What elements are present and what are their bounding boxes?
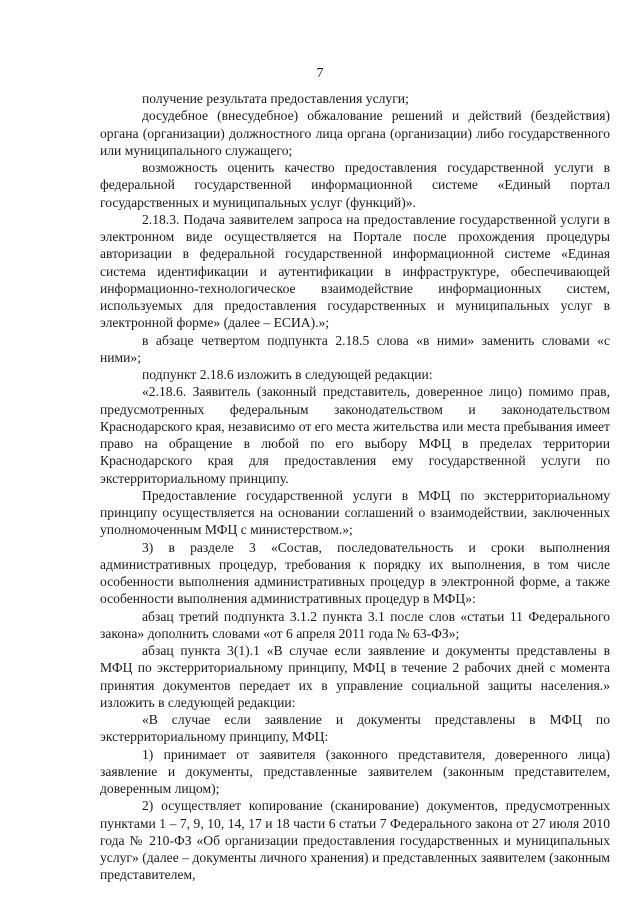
paragraph-2-18-3: 2.18.3. Подача заявителем запроса на предоставление государственной услуги в электронном виде осуществляется на Портале после прохождения процедуры авторизации в федеральной государственной информационной системе «Единая система идентификации и аутентификации в инфраструктуре, обеспечивающей информационно-технологическое взаимодействие информационных систем, используемых для предоставления государственных и муниципальных услуг в электронной форме» (далее – ЕСИА).»; [100,211,610,331]
paragraph-mfc-intro: «В случае если заявление и документы представлены в МФЦ по экстерриториальному принципу, МФЦ: [100,712,610,745]
paragraph-3-1-2: абзац третий подпункта 3.1.2 пункта 3.1 после слов «статьи 11 Федерального закона» дополнить словами «от 6 апреля 2011 года № 63-ФЗ»; [100,608,610,641]
paragraph-appeal: досудебное (внесудебное) обжалование решений и действий (бездействия) органа (организации) должностного лица органа (организации) либо государственного или муниципального служащего; [100,108,610,158]
paragraph-section-3: 3) в разделе 3 «Состав, последовательность и сроки выполнения административных процедур, требования к порядку их выполнения, в том числе особенности выполнения административных процедур в электронной форме, а также особенности выполнения административных процедур в МФЦ»: [100,539,610,607]
paragraph-quality-assessment: возможность оценить качество предоставления государственной услуги в федеральной государственной информационной системе «Единый портал государственных и муниципальных услуг (функций)». [100,160,610,210]
paragraph-2-18-6: «2.18.6. Заявитель (законный представитель, доверенное лицо) помимо прав, предусмотренных федеральным законодательством и законодательством Краснодарского края, независимо от его места жительства или места пребывания имеет право на обращение в любой по его выбору МФЦ в пределах территории Краснодарского края для предоставления ему государственной услуги по экстерриториальному принципу. [100,384,610,486]
page-number: 7 [316,66,324,81]
paragraph-item-2: 2) осуществляет копирование (сканирование) документов, предусмотренных пунктами 1 – 7, 9, 10, 14, 17 и 18 части 6 статьи 7 Федерального закона от 27 июля 2010 года № 210-ФЗ «Об организации предоставления государственных и муниципальных услуг» (далее – документы личного хранения) и представленных заявителем (законным представителем, [100,798,610,883]
paragraph-item-1: 1) принимает от заявителя (законного представителя, доверенного лица) заявление и документы, представленные заявителем (законным представителем, доверенным лицом); [100,746,610,796]
paragraph-result: получение результата предоставления услуги; [142,91,409,106]
paragraph-extraterritorial: Предоставление государственной услуги в МФЦ по экстерриториальному принципу осуществляется на основании соглашений о взаимодействии, заключенных уполномоченным МФЦ с министерством.»; [100,487,610,538]
paragraph-2-18-5-amendment: в абзаце четвертом подпункта 2.18.5 слова «в ними» заменить словами «с ними»; [100,332,610,365]
paragraph-3-1-1: абзац пункта 3(1).1 «В случае если заявление и документы представлены в МФЦ по экстерриториальному принципу, МФЦ в течение 2 рабочих дней с момента принятия документов передает их в управление социальной защиты населения.» изложить в следующей редакции: [100,643,610,710]
paragraph-2-18-6-intro: подпункт 2.18.6 изложить в следующей редакции: [142,367,433,382]
document-body [100,90,610,884]
